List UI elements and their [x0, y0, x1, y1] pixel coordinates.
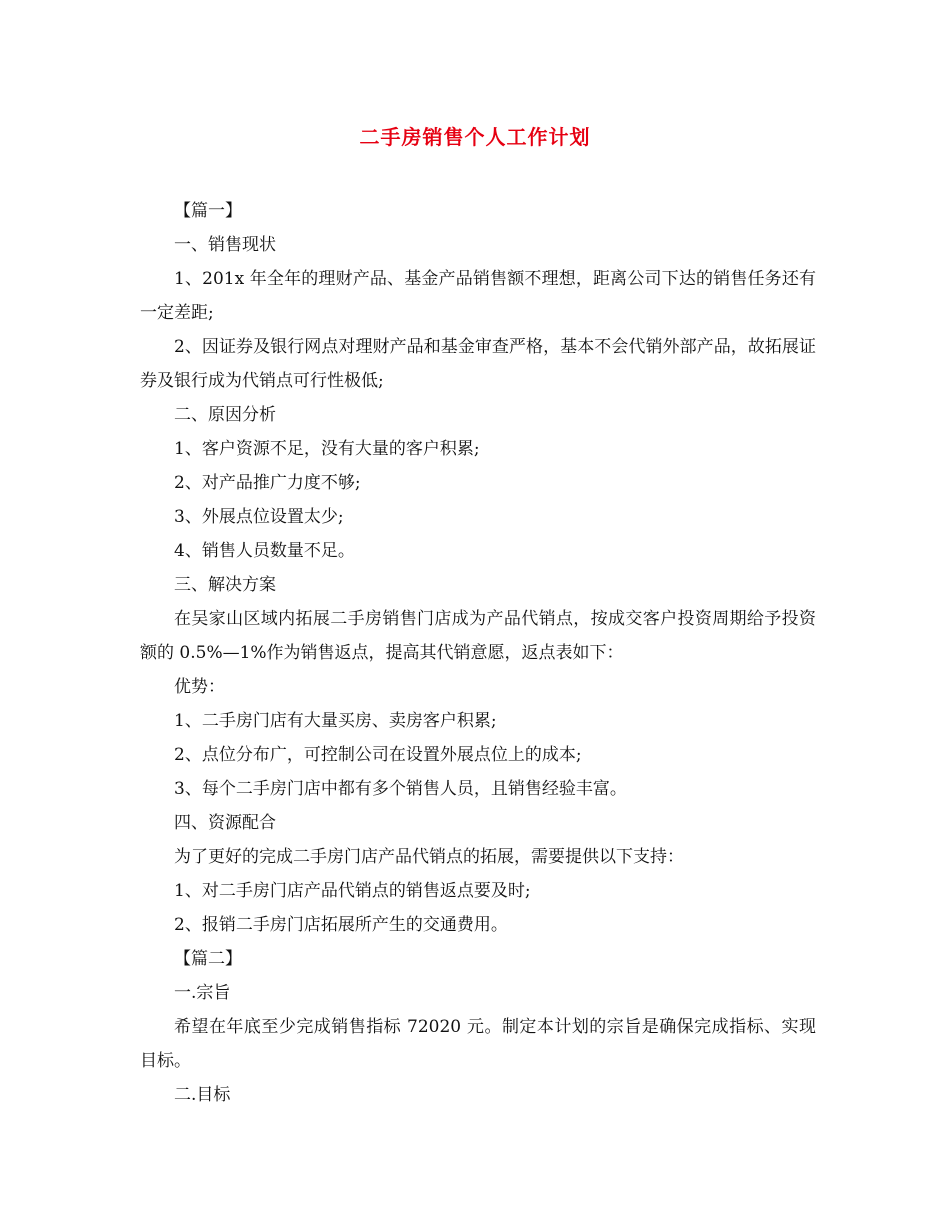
body-line: 一、销售现状 — [174, 235, 276, 255]
body-line: 2、因证券及银行网点对理财产品和基金审查严格，基本不会代销外部产品，故拓展证券及银行成为代销点可行性极低; — [140, 337, 816, 391]
body-line: 2、对产品推广力度不够; — [174, 473, 361, 493]
body-line: 3、外展点位设置太少; — [174, 507, 344, 527]
body-line: 二.目标 — [174, 1085, 231, 1105]
body-line: 优势： — [174, 677, 225, 697]
body-line: 希望在年底至少完成销售指标 72020 元。制定本计划的宗旨是确保完成指标、实现目标。 — [140, 1017, 816, 1071]
body-line: 在吴家山区域内拓展二手房销售门店成为产品代销点，按成交客户投资周期给予投资额的 0.5%—1%作为销售返点，提高其代销意愿，返点表如下： — [140, 609, 816, 663]
body-line: 一.宗旨 — [174, 983, 231, 1003]
body-line: 1、客户资源不足，没有大量的客户积累; — [174, 439, 480, 459]
body-line: 1、201x 年全年的理财产品、基金产品销售额不理想，距离公司下达的销售任务还有一定差距; — [140, 269, 816, 323]
body-line: 四、资源配合 — [174, 813, 276, 833]
body-line: 【篇一】 — [174, 201, 242, 221]
document-title: 二手房销售个人工作计划 — [359, 125, 591, 149]
body-line: 三、解决方案 — [174, 575, 276, 595]
body-line: 3、每个二手房门店中都有多个销售人员，且销售经验丰富。 — [174, 779, 627, 799]
body-line: 4、销售人员数量不足。 — [174, 541, 355, 561]
body-line: 1、二手房门店有大量买房、卖房客户积累; — [174, 711, 497, 731]
body-line: 1、对二手房门店产品代销点的销售返点要及时; — [174, 881, 531, 901]
body-line: 2、报销二手房门店拓展所产生的交通费用。 — [174, 915, 508, 935]
body-line: 为了更好的完成二手房门店产品代销点的拓展，需要提供以下支持： — [174, 847, 684, 867]
body-line: 【篇二】 — [174, 949, 242, 969]
document-body — [140, 194, 816, 1112]
body-line: 2、点位分布广，可控制公司在设置外展点位上的成本; — [174, 745, 582, 765]
body-line: 二、原因分析 — [174, 405, 276, 425]
